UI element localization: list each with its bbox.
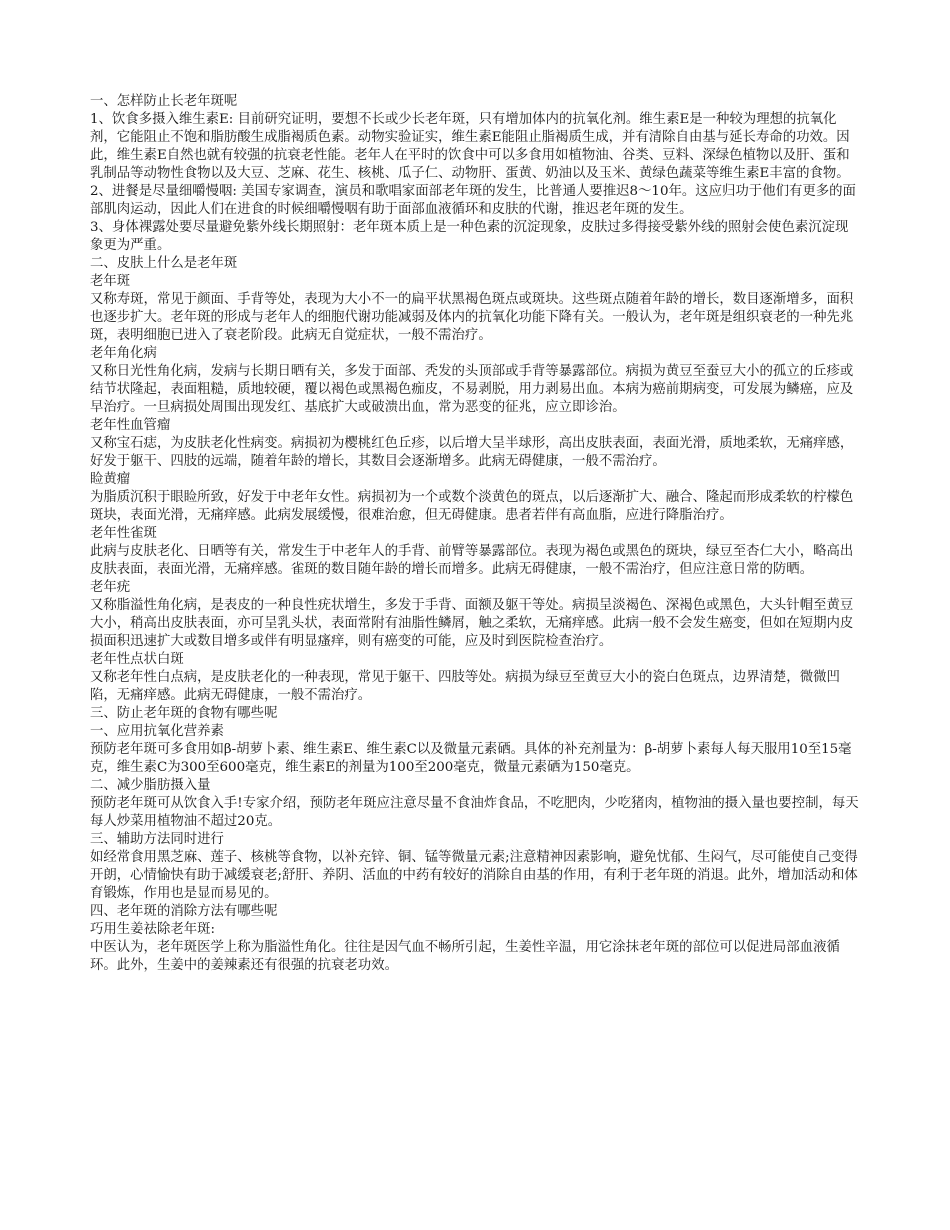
subheading-white-spots: 老年性点状白斑 — [90, 652, 184, 667]
subheading-keratosis: 老年角化病 — [90, 346, 157, 361]
paragraph-uv: 3、身体裸露处要尽量避免紫外线长期照射：老年斑本质上是一种色素的沉淀现象，皮肤过多得接受紫外线的照射会使色素沉淀现象更为严重。 — [90, 220, 849, 253]
subheading-antioxidants: 一、应用抗氧化营养素 — [90, 724, 224, 739]
paragraph-auxiliary: 如经常食用黑芝麻、莲子、核桃等食物，以补充锌、铜、锰等微量元素;注意精神因素影响，避免忧郁、生闷气，尽可能使自己变得开朗，心情愉快有助于减缓衰老;舒肝、养阴、活血的中药有较好的消除自由基的作用，有利于老年斑的消退。此外，增加活动和体育锻炼，作用也是显而易见的。 — [90, 850, 858, 901]
subheading-hemangioma: 老年性血管瘤 — [90, 418, 171, 433]
paragraph-age-spots: 又称寿斑，常见于颜面、手背等处，表现为大小不一的扁平状黑褐色斑点或斑块。这些斑点随着年龄的增长，数目逐渐增多，面积也逐步扩大。老年斑的形成与老年人的细胞代谢功能减弱及体内的抗氧化功能下降有关。一般认为，老年斑是组织衰老的一种先兆斑，表明细胞已进入了衰老阶段。此病无自觉症状，一般不需治疗。 — [90, 292, 854, 343]
subheading-freckles: 老年性雀斑 — [90, 526, 157, 541]
paragraph-ginger: 中医认为，老年斑医学上称为脂溢性角化。往往是因气血不畅所引起，生姜性辛温，用它涂抹老年斑的部位可以促进局部血液循环。此外，生姜中的姜辣素还有很强的抗衰老功效。 — [90, 940, 840, 973]
paragraph-hemangioma: 又称宝石痣，为皮肤老化性病变。病损初为樱桃红色丘疹，以后增大呈半球形，高出皮肤表面，表面光滑，质地柔软，无痛痒感，好发于躯干、四肢的远端，随着年龄的增长，其数目会逐渐增多。此病无碍健康，一般不需治疗。 — [90, 436, 854, 469]
heading-section-1: 一、怎样防止长老年斑呢 — [90, 94, 238, 109]
paragraph-chewing: 2、进餐是尽量细嚼慢咽: 美国专家调查，演员和歌唱家面部老年斑的发生，比普通人要推迟8～10年。这应归功于他们有更多的面部肌肉运动，因此人们在进食的时候细嚼慢咽有助于面部血液循环和皮肤的代谢，推迟老年斑的发生。 — [90, 184, 856, 217]
paragraph-keratosis: 又称日光性角化病，发病与长期日晒有关，多发于面部、秃发的头顶部或手背等暴露部位。病损为黄豆至蚕豆大小的孤立的丘疹或结节状隆起，表面粗糙，质地较硬，覆以褐色或黑褐色痂皮，不易剥脱，用力剥易出血。本病为癌前期病变，可发展为鳞癌，应及早治疗。一旦病损处周围出现发红、基底扩大或破溃出血，常为恶变的征兆，应立即诊治。 — [90, 364, 854, 415]
paragraph-xanthelasma: 为脂质沉积于眼睑所致，好发于中老年女性。病损初为一个或数个淡黄色的斑点，以后逐渐扩大、融合、隆起而形成柔软的柠檬色斑块，表面光滑，无痛痒感。此病发展缓慢，很难治愈，但无碍健康。患者若伴有高血脂，应进行降脂治疗。 — [90, 490, 854, 523]
paragraph-fat-intake: 预防老年斑可从饮食入手!专家介绍，预防老年斑应注意尽量不食油炸食品，不吃肥肉，少吃猪肉，植物油的摄入量也要控制，每天每人炒菜用植物油不超过20克。 — [90, 796, 859, 829]
paragraph-wart: 又称脂溢性角化病，是表皮的一种良性疣状增生，多发于手背、面额及躯干等处。病损呈淡褐色、深褐色或黑色，大头针帽至黄豆大小，稍高出皮肤表面，亦可呈乳头状，表面常附有油脂性鳞屑，触之柔软，无痛痒感。此病一般不会发生癌变，但如在短期内皮损面积迅速扩大或数目增多或伴有明显瘙痒，则有癌变的可能，应及时到医院检查治疗。 — [90, 598, 854, 649]
subheading-ginger: 巧用生姜祛除老年斑: — [90, 922, 216, 937]
paragraph-freckles: 此病与皮肤老化、日晒等有关，常发生于中老年人的手背、前臂等暴露部位。表现为褐色或黑色的斑块，绿豆至杏仁大小，略高出皮肤表面，表面光滑，无痛痒感。雀斑的数目随年龄的增长而增多。此病无碍健康，一般不需治疗，但应注意日常的防晒。 — [90, 544, 854, 577]
paragraph-vitamin-e: 1、饮食多摄入维生素E: 目前研究证明，要想不长或少长老年斑，只有增加体内的抗氧化剂。维生素E是一种较为理想的抗氧化剂，它能阻止不饱和脂肪酸生成脂褐质色素。动物实验证实，维生素E能阻止脂褐质生成，并有清除自由基与延长寿命的功效。因此，维生素E自然也就有较强的抗衰老性能。老年人在平时的饮食中可以多食用如植物油、谷类、豆料、深绿色植物以及肝、蛋和乳制品等动物性食物以及大豆、芝麻、花生、核桃、瓜子仁、动物肝、蛋黄、奶油以及玉米、黄绿色蔬菜等维生素E丰富的食物。 — [90, 112, 850, 181]
paragraph-antioxidants: 预防老年斑可多食用如β-胡萝卜素、维生素E、维生素C以及微量元素硒。具体的补充剂量为：β-胡萝卜素每人每天服用10至15毫克，维生素C为300至600毫克，维生素E的剂量为100至200毫克，微量元素硒为150毫克。 — [90, 742, 852, 775]
subheading-age-spots: 老年斑 — [90, 274, 131, 289]
subheading-wart: 老年疣 — [90, 580, 131, 595]
heading-section-4: 四、老年斑的消除方法有哪些呢 — [90, 904, 278, 919]
subheading-fat-intake: 二、减少脂肪摄入量 — [90, 778, 211, 793]
document-body — [90, 93, 860, 975]
subheading-auxiliary: 三、辅助方法同时进行 — [90, 832, 224, 847]
paragraph-white-spots: 又称老年性白点病，是皮肤老化的一种表现，常见于躯干、四肢等处。病损为绿豆至黄豆大小的瓷白色斑点，边界清楚，微微凹陷，无痛痒感。此病无碍健康，一般不需治疗。 — [90, 670, 840, 703]
subheading-xanthelasma: 睑黄瘤 — [90, 472, 131, 487]
heading-section-2: 二、皮肤上什么是老年斑 — [90, 256, 238, 271]
heading-section-3: 三、防止老年斑的食物有哪些呢 — [90, 706, 278, 721]
